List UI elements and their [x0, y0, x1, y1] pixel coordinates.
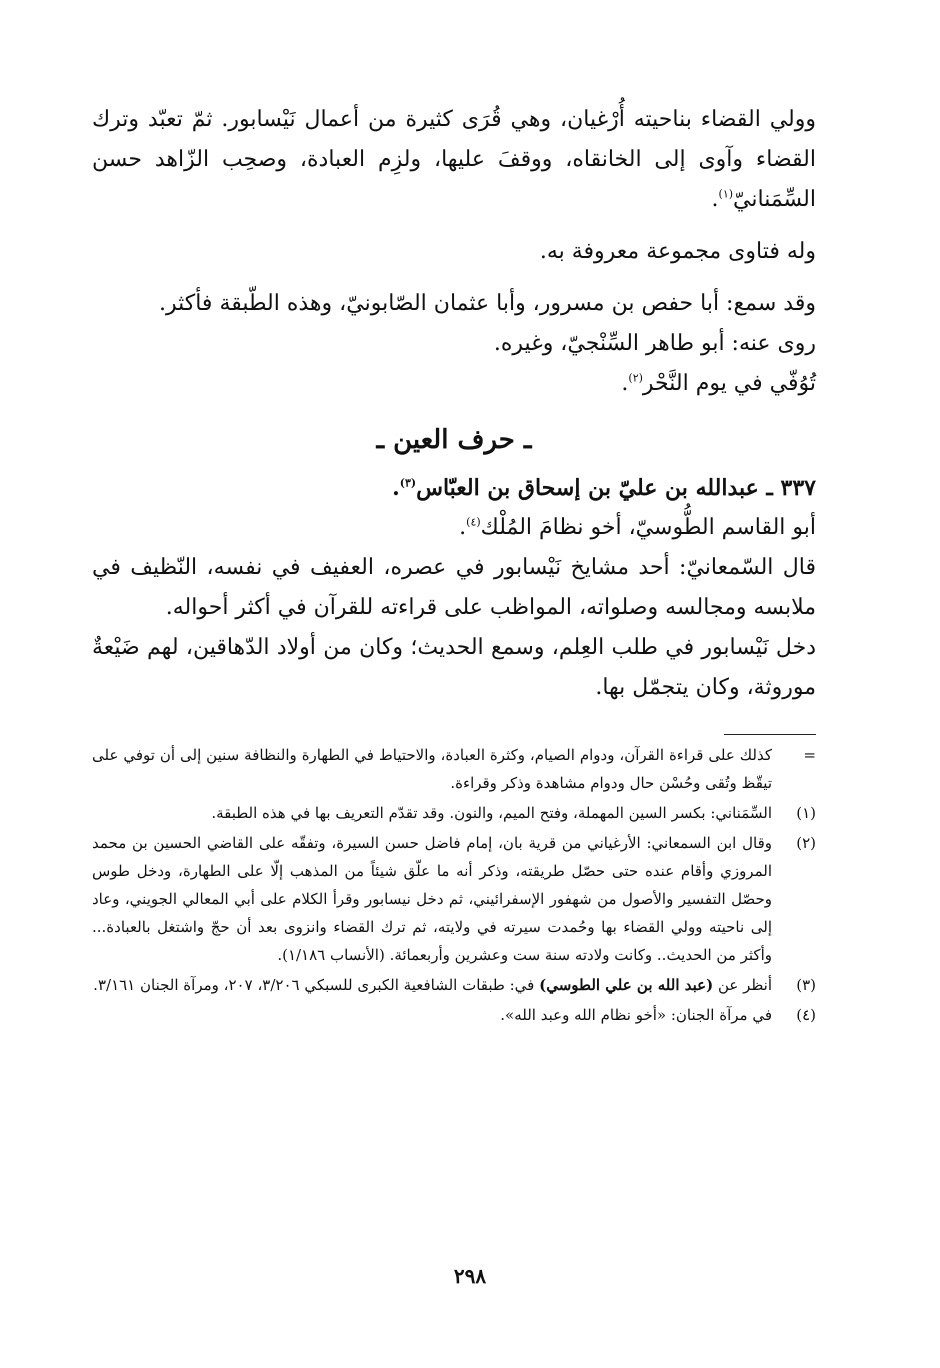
entry-heading [92, 468, 816, 508]
footnote-text: وقال ابن السمعاني: الأرغياني من قرية بان، إمام فاضل حسن السيرة، وتفقّه على القاضي الحسين بن محمد المروزي وأقام عنده حتى حصّل طريقته، وذكر أنه ما علّق شيئاً من المذهب إلّا على الطهارة، ودخل طوس وحصّل التفسير والأصول من شهفور الإسفرائيني، ثم دخل نيسابور وقرأ الكلام على أبي المعالي الجويني، وعاد إلى ناحيته وولي القضاء بها وحُمدت سيرته في ولايته، ثم ترك القضاء وانزوى بعد أن حجّ واشتغل بالعبادة... وأكثر من الحديث.. وكانت ولادته سنة ست وعشرين وأربعمائة. (الأنساب ١/١٨٦). [92, 834, 772, 964]
paragraph-1 [92, 100, 816, 220]
footnote-text-suffix: في: طبقات الشافعية الكبرى للسبكي ٣/٢٠٦، ٢٠٧، ومرآة الجنان ٣/١٦١. [93, 976, 540, 994]
footnote-text: في مرآة الجنان: «أخو نظام الله وعبد الله». [500, 1006, 772, 1024]
footnote-number: (٣) [796, 976, 816, 994]
paragraph-5-text: تُوُفّي في يوم النَّحْر [642, 371, 816, 396]
footnote-continued [92, 741, 816, 797]
footnote-text: السِّمَناني: بكسر السين المهملة، وفتح الميم، والنون. وقد تقدّم التعريف بها في هذه الطبقة. [211, 804, 772, 822]
paragraph-5 [92, 364, 816, 404]
footnote-1 [92, 799, 816, 827]
paragraph-8: دخل نَيْسابور في طلب العِلم، وسمع الحديث؛ وكان من أولاد الدّهاقين، لهم ضَيْعةٌ موروثة، وكان يتجمّل بها. [92, 635, 816, 700]
paragraph-1-end: . [711, 187, 719, 212]
footnote-2 [92, 829, 816, 969]
footnote-number: (٤) [796, 1006, 816, 1024]
paragraph-6-end: . [459, 515, 467, 540]
paragraph-7: قال السّمعانيّ: أحد مشايخ نَيْسابور في عصره، العفيف في نفسه، النّظيف في ملابسه ومجالسه وصلواته، المواظب على قراءته للقرآن في أكثر أحواله. [92, 555, 816, 620]
paragraph-4: روى عنه: أبو طاهر السِّنْجيّ، وغيره. [493, 331, 816, 356]
paragraph-6-text: أبو القاسم الطُّوسيّ، أخو نظامَ المُلْك [480, 515, 816, 540]
section-heading: ـ حرف العين ـ [376, 425, 532, 455]
footnote-text-bold: (عبد الله بن علي الطوسي) [539, 976, 714, 994]
document-page [92, 100, 816, 1031]
entry-heading-end: . [392, 475, 400, 501]
paragraph-1-text: وولي القضاء بناحيته أُرْغيان، وهي قُرَى كثيرة من أعمال نَيْسابور. ثمّ تعبّد وترك القضاء وآوى إلى الخانقاه، ووقفَ عليها، ولزِم العبادة، وصحِب الزّاهد حسن السِّمَنانيّ [92, 107, 816, 212]
paragraph-3: وقد سمع: أبا حفص بن مسرور، وأبا عثمان الصّابونيّ، وهذه الطّبقة فأكثر. [158, 291, 816, 316]
footnote-ref-2: (٢) [628, 371, 643, 385]
footnote-4 [92, 1001, 816, 1029]
footnote-number: (٢) [796, 834, 816, 852]
footnote-text: كذلك على قراءة القرآن، ودوام الصيام، وكثرة العبادة، والاحتياط في الطهارة والنظافة سنين إلى أن توفي على تيقّظ وتُقى وحُسْن حال ودوام مشاهدة وذكر وقراءة. [92, 746, 772, 792]
footnote-text-prefix: أنظر عن [713, 976, 772, 994]
paragraph-2: وله فتاوى مجموعة معروفة به. [539, 239, 816, 264]
footnote-number: = [803, 746, 816, 764]
footnote-ref-4: (٤) [466, 515, 481, 529]
page-number: ٢٩٨ [453, 1264, 487, 1288]
footnote-text [92, 971, 772, 999]
footnote-number: (١) [796, 804, 816, 822]
main-text [92, 100, 816, 708]
entry-heading-text: ٣٣٧ ـ عبدالله بن عليّ بن إسحاق بن العبّاس [416, 475, 816, 501]
paragraph-6 [92, 508, 816, 548]
footnote-ref-3: (٣) [399, 476, 417, 490]
paragraph-5-end: . [621, 371, 629, 396]
footnote-3 [92, 971, 816, 999]
footnote-separator [724, 734, 816, 735]
footnote-ref-1: (١) [718, 187, 734, 201]
footnotes [92, 741, 816, 1029]
